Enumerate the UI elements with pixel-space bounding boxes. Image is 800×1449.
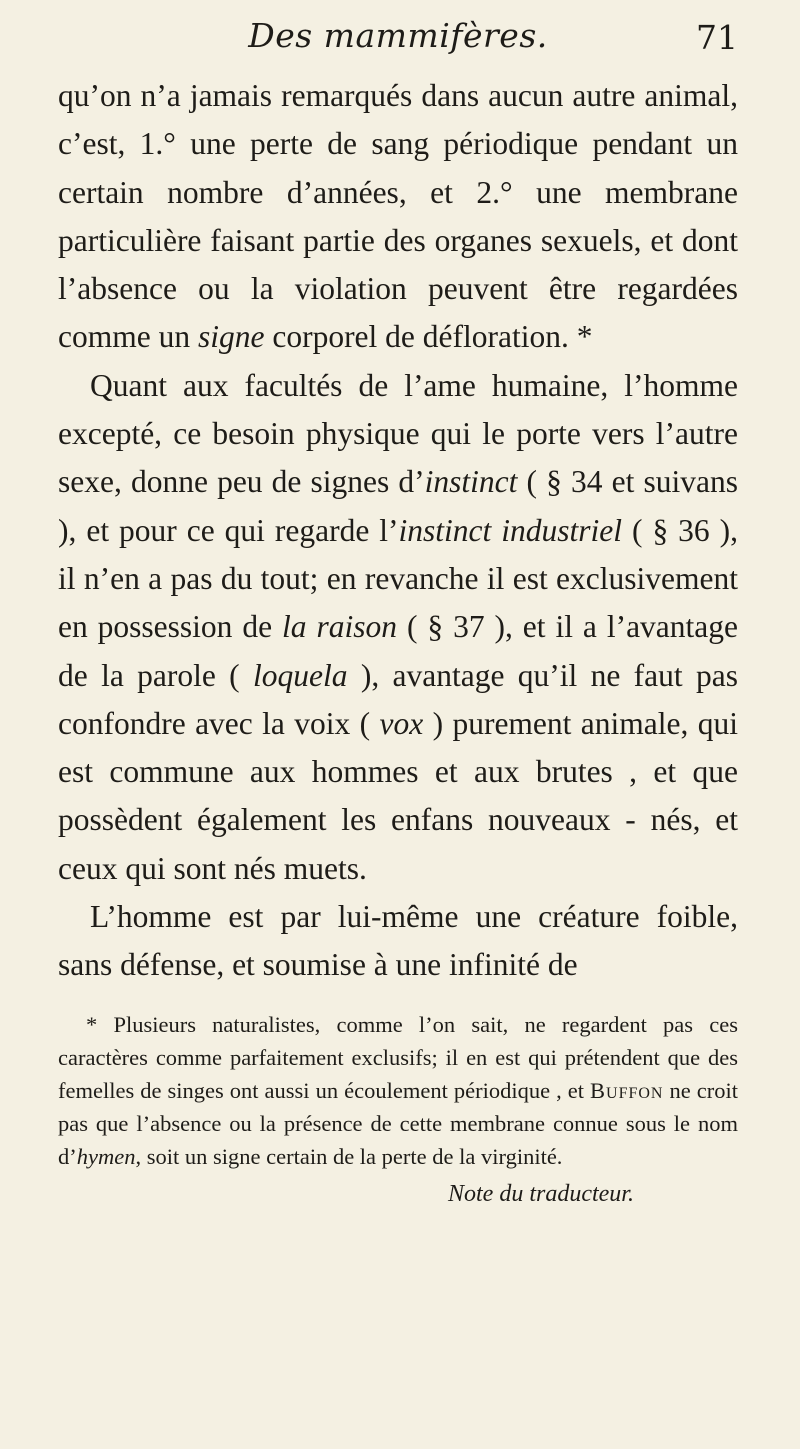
- italic-term-vox: vox: [379, 705, 424, 741]
- italic-term-loquela: loquela: [253, 657, 348, 693]
- text-segment: ( § 37 ), et il a l’avantage de la parole (: [58, 609, 738, 693]
- paragraph-3: [58, 893, 738, 990]
- text-segment: ), avantage qu’il ne faut pas confondre avec la voix (: [58, 657, 738, 741]
- italic-term-signe: signe: [197, 319, 265, 355]
- running-head: [58, 0, 738, 72]
- footnote: [58, 1008, 738, 1210]
- text-segment: corporel de défloration. *: [264, 319, 593, 355]
- text-segment: ne croit pas que l’absence ou la présence de cette membrane connue sous le nom d’: [58, 1078, 739, 1170]
- body-text: [58, 72, 738, 990]
- paragraph-2: [58, 362, 738, 893]
- running-title: Des mammifères.: [248, 16, 548, 55]
- paragraph-1: [58, 72, 738, 362]
- author-name-buffon: Buffon: [590, 1078, 664, 1104]
- text-segment: * Plusieurs naturalistes, comme l’on sait, ne regardent pas ces caractères comme parfaitement exclusifs; il en est qui prétendent que des femelles de singes ont aussi un écoulement périodique , et: [58, 1011, 738, 1104]
- text-segment: ( § 36 ), il n’en a pas du tout; en revanche il est exclusivement en possession de: [58, 512, 738, 645]
- footnote-text: [58, 1008, 738, 1174]
- text-segment: qu’on n’a jamais remarqués dans aucun autre animal, c’est, 1.° une perte de sang périodique pendant un certain nombre d’années, et 2.° une membrane particulière faisant partie des organes sexuels, et dont l’absence ou la violation peuvent être regardées comme un: [58, 78, 738, 355]
- page-number: 71: [696, 18, 738, 57]
- italic-term-la-raison: la raison: [282, 609, 398, 645]
- text-segment: , soit un signe certain de la perte de la virginité.: [135, 1144, 563, 1170]
- translator-note-signature: Note du traducteur.: [448, 1180, 634, 1207]
- italic-term-instinct-industriel: instinct industriel: [398, 512, 623, 548]
- text-segment: ) purement animale, qui est commune aux hommes et aux brutes , et que possèdent également les enfans nouveaux - nés, et ceux qui sont nés muets.: [58, 705, 738, 886]
- italic-term-instinct: instinct: [424, 464, 518, 500]
- text-segment: L’homme est par lui-même une créature foible, sans défense, et soumise à une infinité de: [58, 899, 738, 983]
- text-segment: ( § 34 et suivans ), et pour ce qui regarde l’: [58, 464, 738, 548]
- italic-term-hymen: hymen: [76, 1144, 136, 1170]
- text-segment: Quant aux facultés de l’ame humaine, l’homme excepté, ce besoin physique qui le porte vers l’autre sexe, donne peu de signes d’: [58, 367, 738, 500]
